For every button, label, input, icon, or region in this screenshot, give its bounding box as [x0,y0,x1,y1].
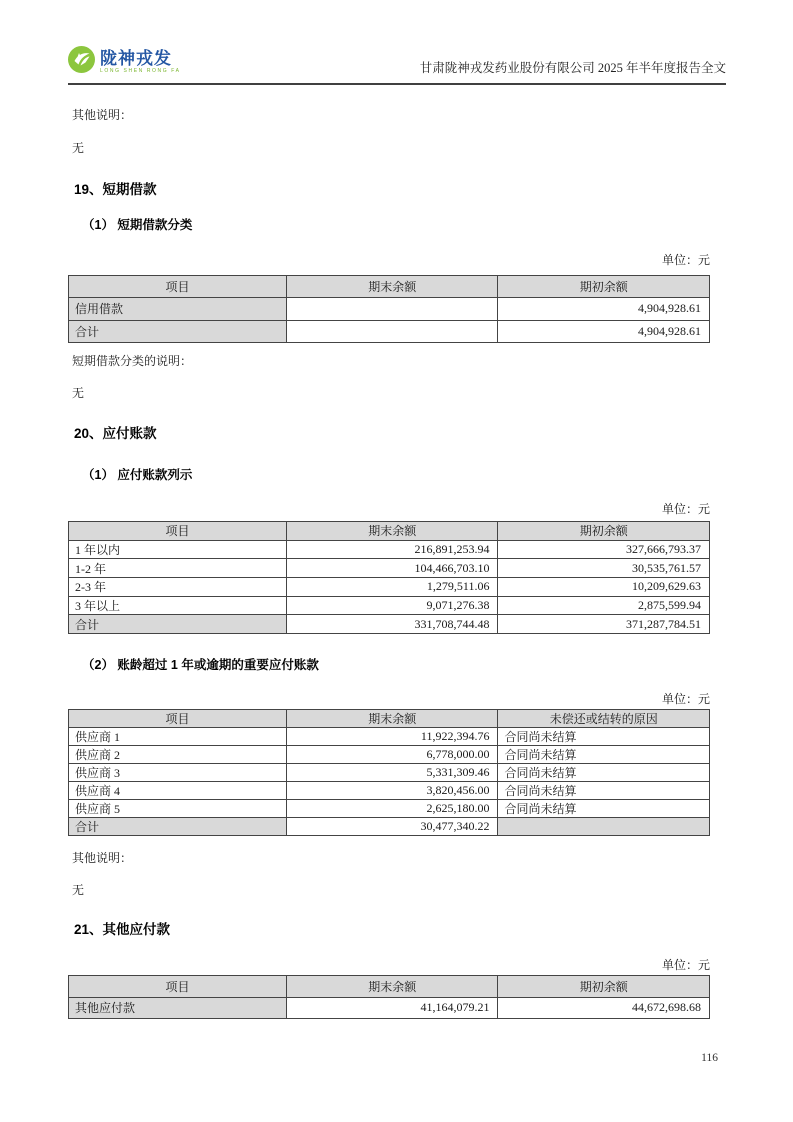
table-cell: 供应商 5 [69,800,287,818]
table-row [69,298,710,320]
table-cell: 371,287,784.51 [498,615,710,634]
other-note-label: 其他说明： [72,108,133,122]
logo-icon [68,46,95,78]
column-header: 期末余额 [286,276,498,298]
overdue-payables-table [68,709,710,836]
table-cell: 30,535,761.57 [498,559,710,578]
table-row [69,540,710,559]
table-cell: 供应商 4 [69,782,287,800]
unit-label: 单位：元 [661,958,710,973]
brand-text [100,50,181,74]
header-divider [68,83,726,85]
table-cell: 合计 [69,615,287,634]
unit-label: 单位：元 [661,692,710,707]
column-header: 项目 [69,976,287,998]
table-cell [498,818,710,836]
unit-label: 单位：元 [661,501,710,516]
section-21-heading: 21、其他应付款 [74,922,171,938]
table-row [69,764,710,782]
table-cell: 41,164,079.21 [286,997,498,1019]
table-row [69,818,710,836]
table-cell: 2,875,599.94 [498,596,710,615]
table-cell: 1,279,511.06 [286,577,498,596]
table-cell: 合同尚未结算 [498,782,710,800]
column-header: 期初余额 [498,976,710,998]
table-row [69,596,710,615]
other-payables-table [68,975,710,1019]
section-19-heading: 19、短期借款 [74,182,157,197]
payable-note-value: 无 [72,883,85,898]
table-row [69,615,710,634]
table-cell: 5,331,309.46 [286,764,498,782]
table-cell: 331,708,744.48 [286,615,498,634]
table-cell: 104,466,703.10 [286,559,498,578]
table-cell: 327,666,793.37 [498,540,710,559]
table-cell: 其他应付款 [69,997,287,1019]
table-cell: 1-2 年 [69,559,287,578]
table-cell: 1 年以内 [69,540,287,559]
table-cell: 4,904,928.61 [498,320,710,342]
table-row [69,728,710,746]
table-cell: 30,477,340.22 [286,818,498,836]
table-cell [286,298,498,320]
table-header-row [69,521,710,540]
brand-name-cn: 陇神戎发 [100,49,172,68]
table-row [69,782,710,800]
section-19-sub1-heading: （1） 短期借款分类 [82,218,193,232]
table-row [69,997,710,1019]
payable-note-label: 其他说明： [72,851,133,866]
column-header: 项目 [69,710,287,728]
section-20-sub2-heading: （2） 账龄超过 1 年或逾期的重要应付账款 [82,658,319,673]
table-row [69,577,710,596]
loan-note-value: 无 [72,385,85,400]
column-header: 期初余额 [498,276,710,298]
table-cell: 9,071,276.38 [286,596,498,615]
column-header: 期末余额 [286,976,498,998]
table-cell: 3,820,456.00 [286,782,498,800]
column-header: 未偿还或结转的原因 [498,710,710,728]
column-header: 项目 [69,276,287,298]
table-header-row [69,976,710,998]
page-number: 116 [701,1052,718,1065]
table-cell: 合计 [69,818,287,836]
column-header: 项目 [69,521,287,540]
table-row [69,320,710,342]
column-header: 期初余额 [498,521,710,540]
table-header-row [69,710,710,728]
table-cell: 4,904,928.61 [498,298,710,320]
column-header: 期末余额 [286,710,498,728]
column-header: 期末余额 [286,521,498,540]
table-cell: 合同尚未结算 [498,728,710,746]
table-cell: 合同尚未结算 [498,746,710,764]
table-row [69,559,710,578]
other-note-value: 无 [72,141,85,155]
table-cell: 216,891,253.94 [286,540,498,559]
table-cell: 6,778,000.00 [286,746,498,764]
loan-note-label: 短期借款分类的说明： [72,353,193,368]
table-cell: 信用借款 [69,298,287,320]
table-cell: 合计 [69,320,287,342]
table-cell: 10,209,629.63 [498,577,710,596]
report-title: 甘肃陇神戎发药业股份有限公司 2025 年半年度报告全文 [419,61,726,75]
table-cell: 供应商 3 [69,764,287,782]
short-term-loans-table [68,275,710,343]
table-cell: 3 年以上 [69,596,287,615]
table-row [69,746,710,764]
section-20-sub1-heading: （1） 应付账款列示 [82,467,193,482]
section-20-heading: 20、应付账款 [74,425,157,441]
table-row [69,800,710,818]
table-cell [286,320,498,342]
unit-label: 单位：元 [661,253,710,267]
page-header [68,46,726,78]
brand-name-en: LONG SHEN RONG FA [100,68,181,74]
accounts-payable-listing-table [68,521,710,634]
table-cell: 供应商 1 [69,728,287,746]
table-header-row [69,276,710,298]
table-cell: 11,922,394.76 [286,728,498,746]
company-logo [68,46,181,78]
table-cell: 合同尚未结算 [498,764,710,782]
table-cell: 2-3 年 [69,577,287,596]
table-cell: 合同尚未结算 [498,800,710,818]
table-cell: 2,625,180.00 [286,800,498,818]
table-cell: 供应商 2 [69,746,287,764]
table-cell: 44,672,698.68 [498,997,710,1019]
